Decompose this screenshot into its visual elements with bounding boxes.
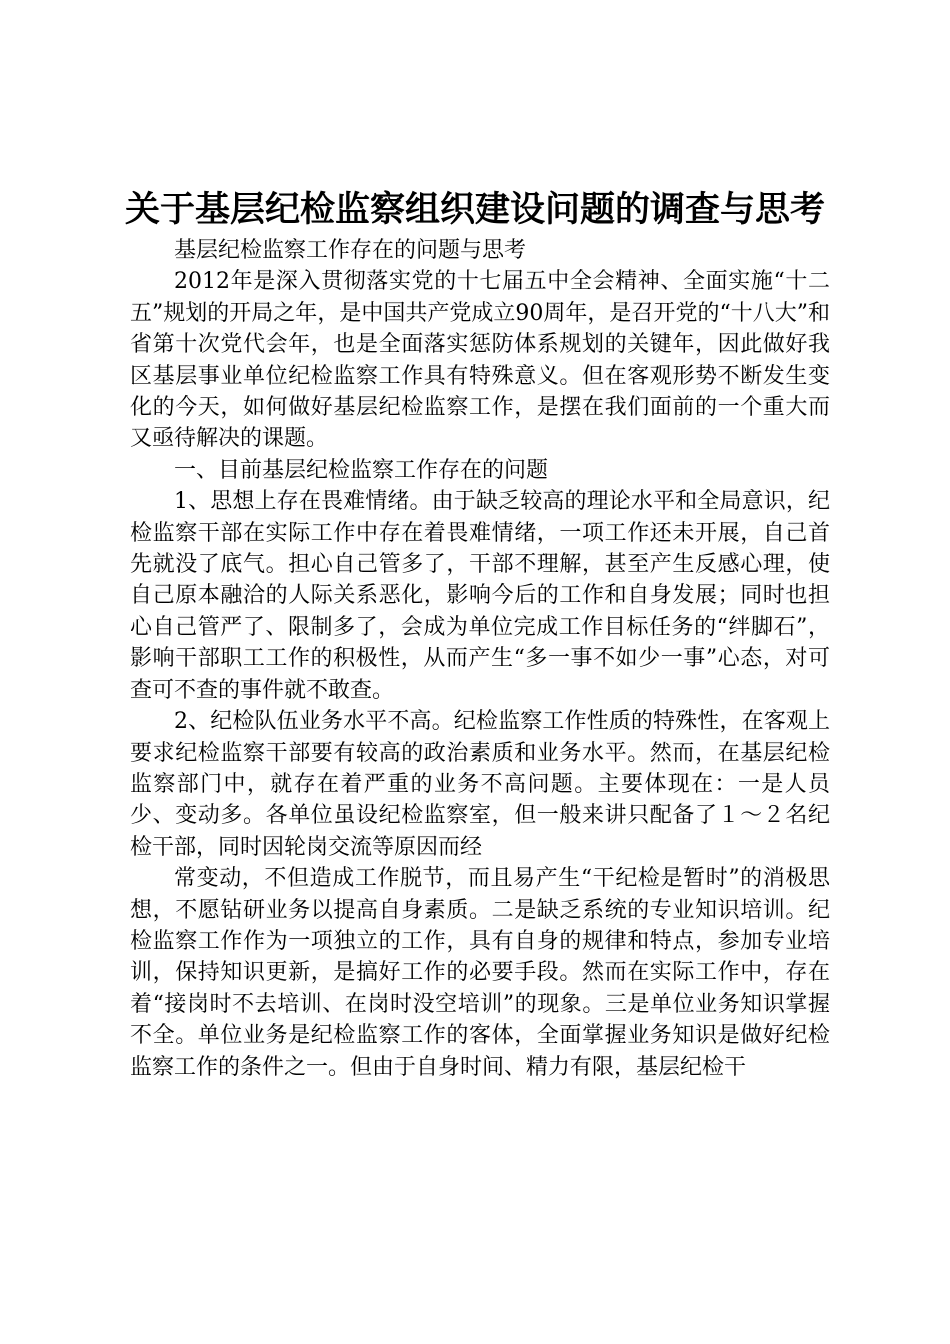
paragraph-point-2: 2、纪检队伍业务水平不高。纪检监察工作性质的特殊性，在客观上要求纪检监察干部要有较高的政治素质和业务水平。然而，在基层纪检监察部门中，就存在着严重的业务不高问题。主要体现在：一是人员少、变动多。各单位虽设纪检监察室，但一般来讲只配备了１～２名纪检干部，同时因轮岗交流等原因而经 (130, 709, 830, 860)
document-body (130, 235, 830, 1083)
document-title: 关于基层纪检监察组织建设问题的调查与思考 (124, 189, 825, 230)
paragraph-subtitle: 基层纪检监察工作存在的问题与思考 (174, 238, 527, 263)
paragraph-continuation: 常变动，不但造成工作脱节，而且易产生“干纪检是暂时”的消极思想，不愿钻研业务以提高自身素质。二是缺乏系统的专业知识培训。纪检监察工作作为一项独立的工作，具有自身的规律和特点，参加专业培训，保持知识更新，是搞好工作的必要手段。然而在实际工作中，存在着“接岗时不去培训、在岗时没空培训”的现象。三是单位业务知识掌握不全。单位业务是纪检监察工作的客体，全面掌握业务知识是做好纪检监察工作的条件之一。但由于自身时间、精力有限，基层纪检干 (130, 866, 830, 1080)
paragraph-intro: 2012年是深入贯彻落实党的十七届五中全会精神、全面实施“十二五”规划的开局之年，是中国共产党成立90周年，是召开党的“十八大”和省第十次党代会年，也是全面落实惩防体系规划的关键年，因此做好我区基层事业单位纪检监察工作具有特殊意义。但在客观形势不断发生变化的今天，如何做好基层纪检监察工作，是摆在我们面前的一个重大而又亟待解决的课题。 (130, 269, 830, 452)
section-heading: 一、目前基层纪检监察工作存在的问题 (174, 457, 549, 483)
paragraph-point-1: 1、思想上存在畏难情绪。由于缺乏较高的理论水平和全局意识，纪检监察干部在实际工作中存在着畏难情绪，一项工作还未开展，自己首先就没了底气。担心自己管多了，干部不理解，甚至产生反感心理，使自己原本融洽的人际关系恶化，影响今后的工作和自身发展；同时也担心自己管严了、限制多了，会成为单位完成工作目标任务的“绊脚石”，影响干部职工工作的积极性，从而产生“多一事不如少一事”心态，对可查可不查的事件就不敢查。 (130, 489, 830, 703)
